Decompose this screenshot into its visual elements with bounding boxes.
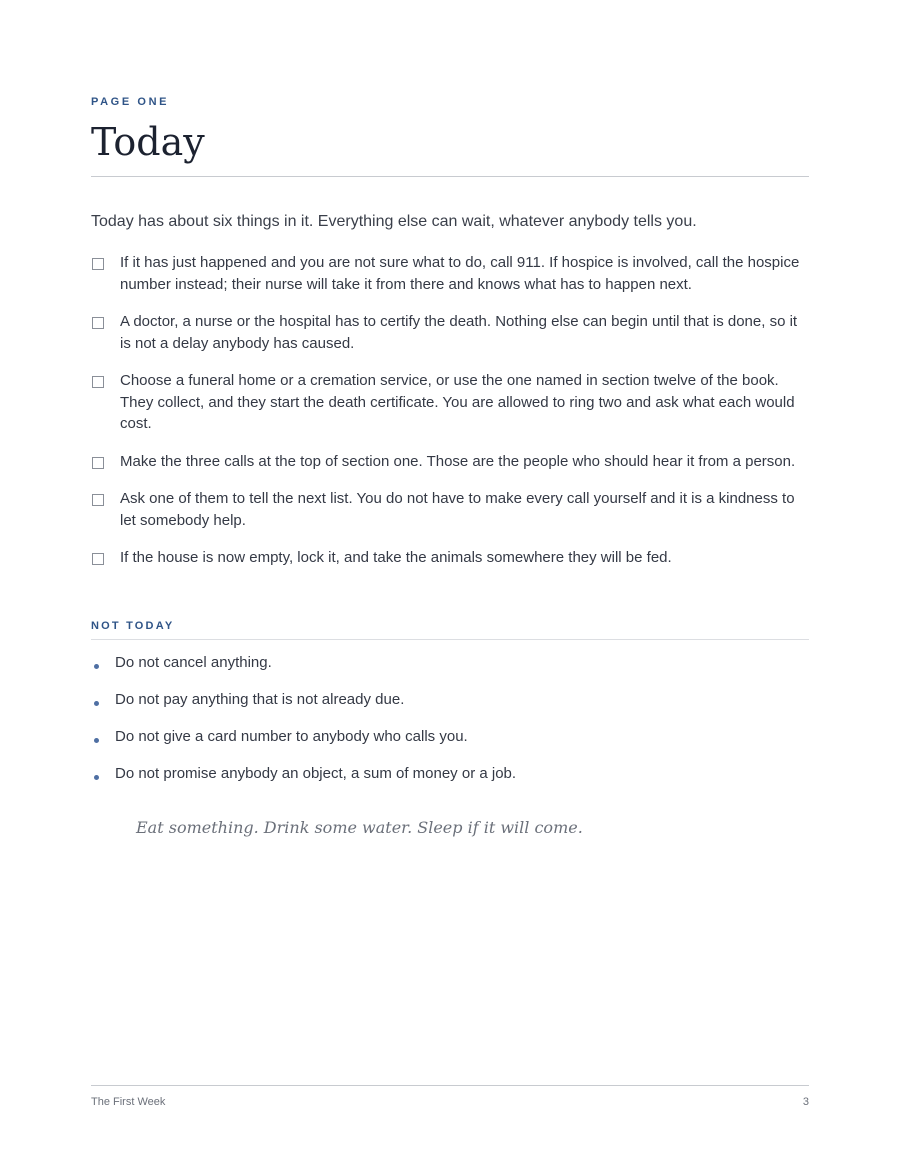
section-divider — [91, 639, 809, 640]
intro-paragraph: Today has about six things in it. Everything else can wait, whatever anybody tells you. — [91, 213, 697, 230]
page-title: Today — [91, 120, 205, 164]
checkbox-icon[interactable] — [92, 317, 104, 329]
checkbox-icon[interactable] — [92, 553, 104, 565]
footer-page-number: 3 — [802, 1096, 809, 1108]
bullet-icon — [94, 701, 99, 706]
checklist-item — [91, 547, 809, 569]
checklist-item-text: If it has just happened and you are not sure what to do, call 911. If hospice is involved, call the hospice number instead; their nurse will take it from there and knows what has to happen next. — [120, 254, 800, 293]
checkbox-icon[interactable] — [92, 494, 104, 506]
title-divider — [91, 176, 809, 177]
checkbox-icon[interactable] — [92, 376, 104, 388]
document-page — [91, 0, 809, 1165]
bullet-icon — [94, 775, 99, 780]
not-today-list — [91, 652, 809, 800]
closing-note: Eat something. Drink some water. Sleep if it will come. — [136, 818, 583, 837]
checklist-item-text: Make the three calls at the top of section one. Those are the people who should hear it from a person. — [120, 452, 796, 470]
list-item — [91, 763, 809, 784]
checklist-item-text: A doctor, a nurse or the hospital has to certify the death. Nothing else can begin until that is done, so it is not a delay anybody has caused. — [120, 313, 798, 352]
checklist-item — [91, 370, 809, 435]
list-item — [91, 726, 809, 747]
list-item-text: Do not promise anybody an object, a sum of money or a job. — [115, 765, 517, 782]
bullet-icon — [94, 664, 99, 669]
list-item — [91, 652, 809, 673]
checklist-item-text: Ask one of them to tell the next list. You do not have to make every call yourself and it is a kindness to let somebody help. — [120, 490, 795, 529]
checklist-item — [91, 311, 809, 354]
footer-book-title: The First Week — [91, 1096, 166, 1108]
checkbox-icon[interactable] — [92, 258, 104, 270]
checklist-item — [91, 451, 809, 473]
checklist-item-text: Choose a funeral home or a cremation service, or use the one named in section twelve of the book. They collect, and they start the death certificate. You are allowed to ring two and ask what each would cost. — [120, 372, 795, 432]
checklist-item — [91, 252, 809, 295]
checklist-item — [91, 488, 809, 531]
footer-divider — [91, 1085, 809, 1086]
bullet-icon — [94, 738, 99, 743]
list-item-text: Do not give a card number to anybody who calls you. — [115, 728, 468, 745]
list-item-text: Do not cancel anything. — [115, 654, 272, 671]
list-item — [91, 689, 809, 710]
list-item-text: Do not pay anything that is not already due. — [115, 691, 405, 708]
checklist-item-text: If the house is now empty, lock it, and take the animals somewhere they will be fed. — [120, 549, 672, 566]
today-checklist — [91, 252, 809, 585]
checkbox-icon[interactable] — [92, 457, 104, 469]
page-eyebrow: PAGE ONE — [91, 96, 170, 108]
not-today-heading: NOT TODAY — [91, 620, 175, 632]
